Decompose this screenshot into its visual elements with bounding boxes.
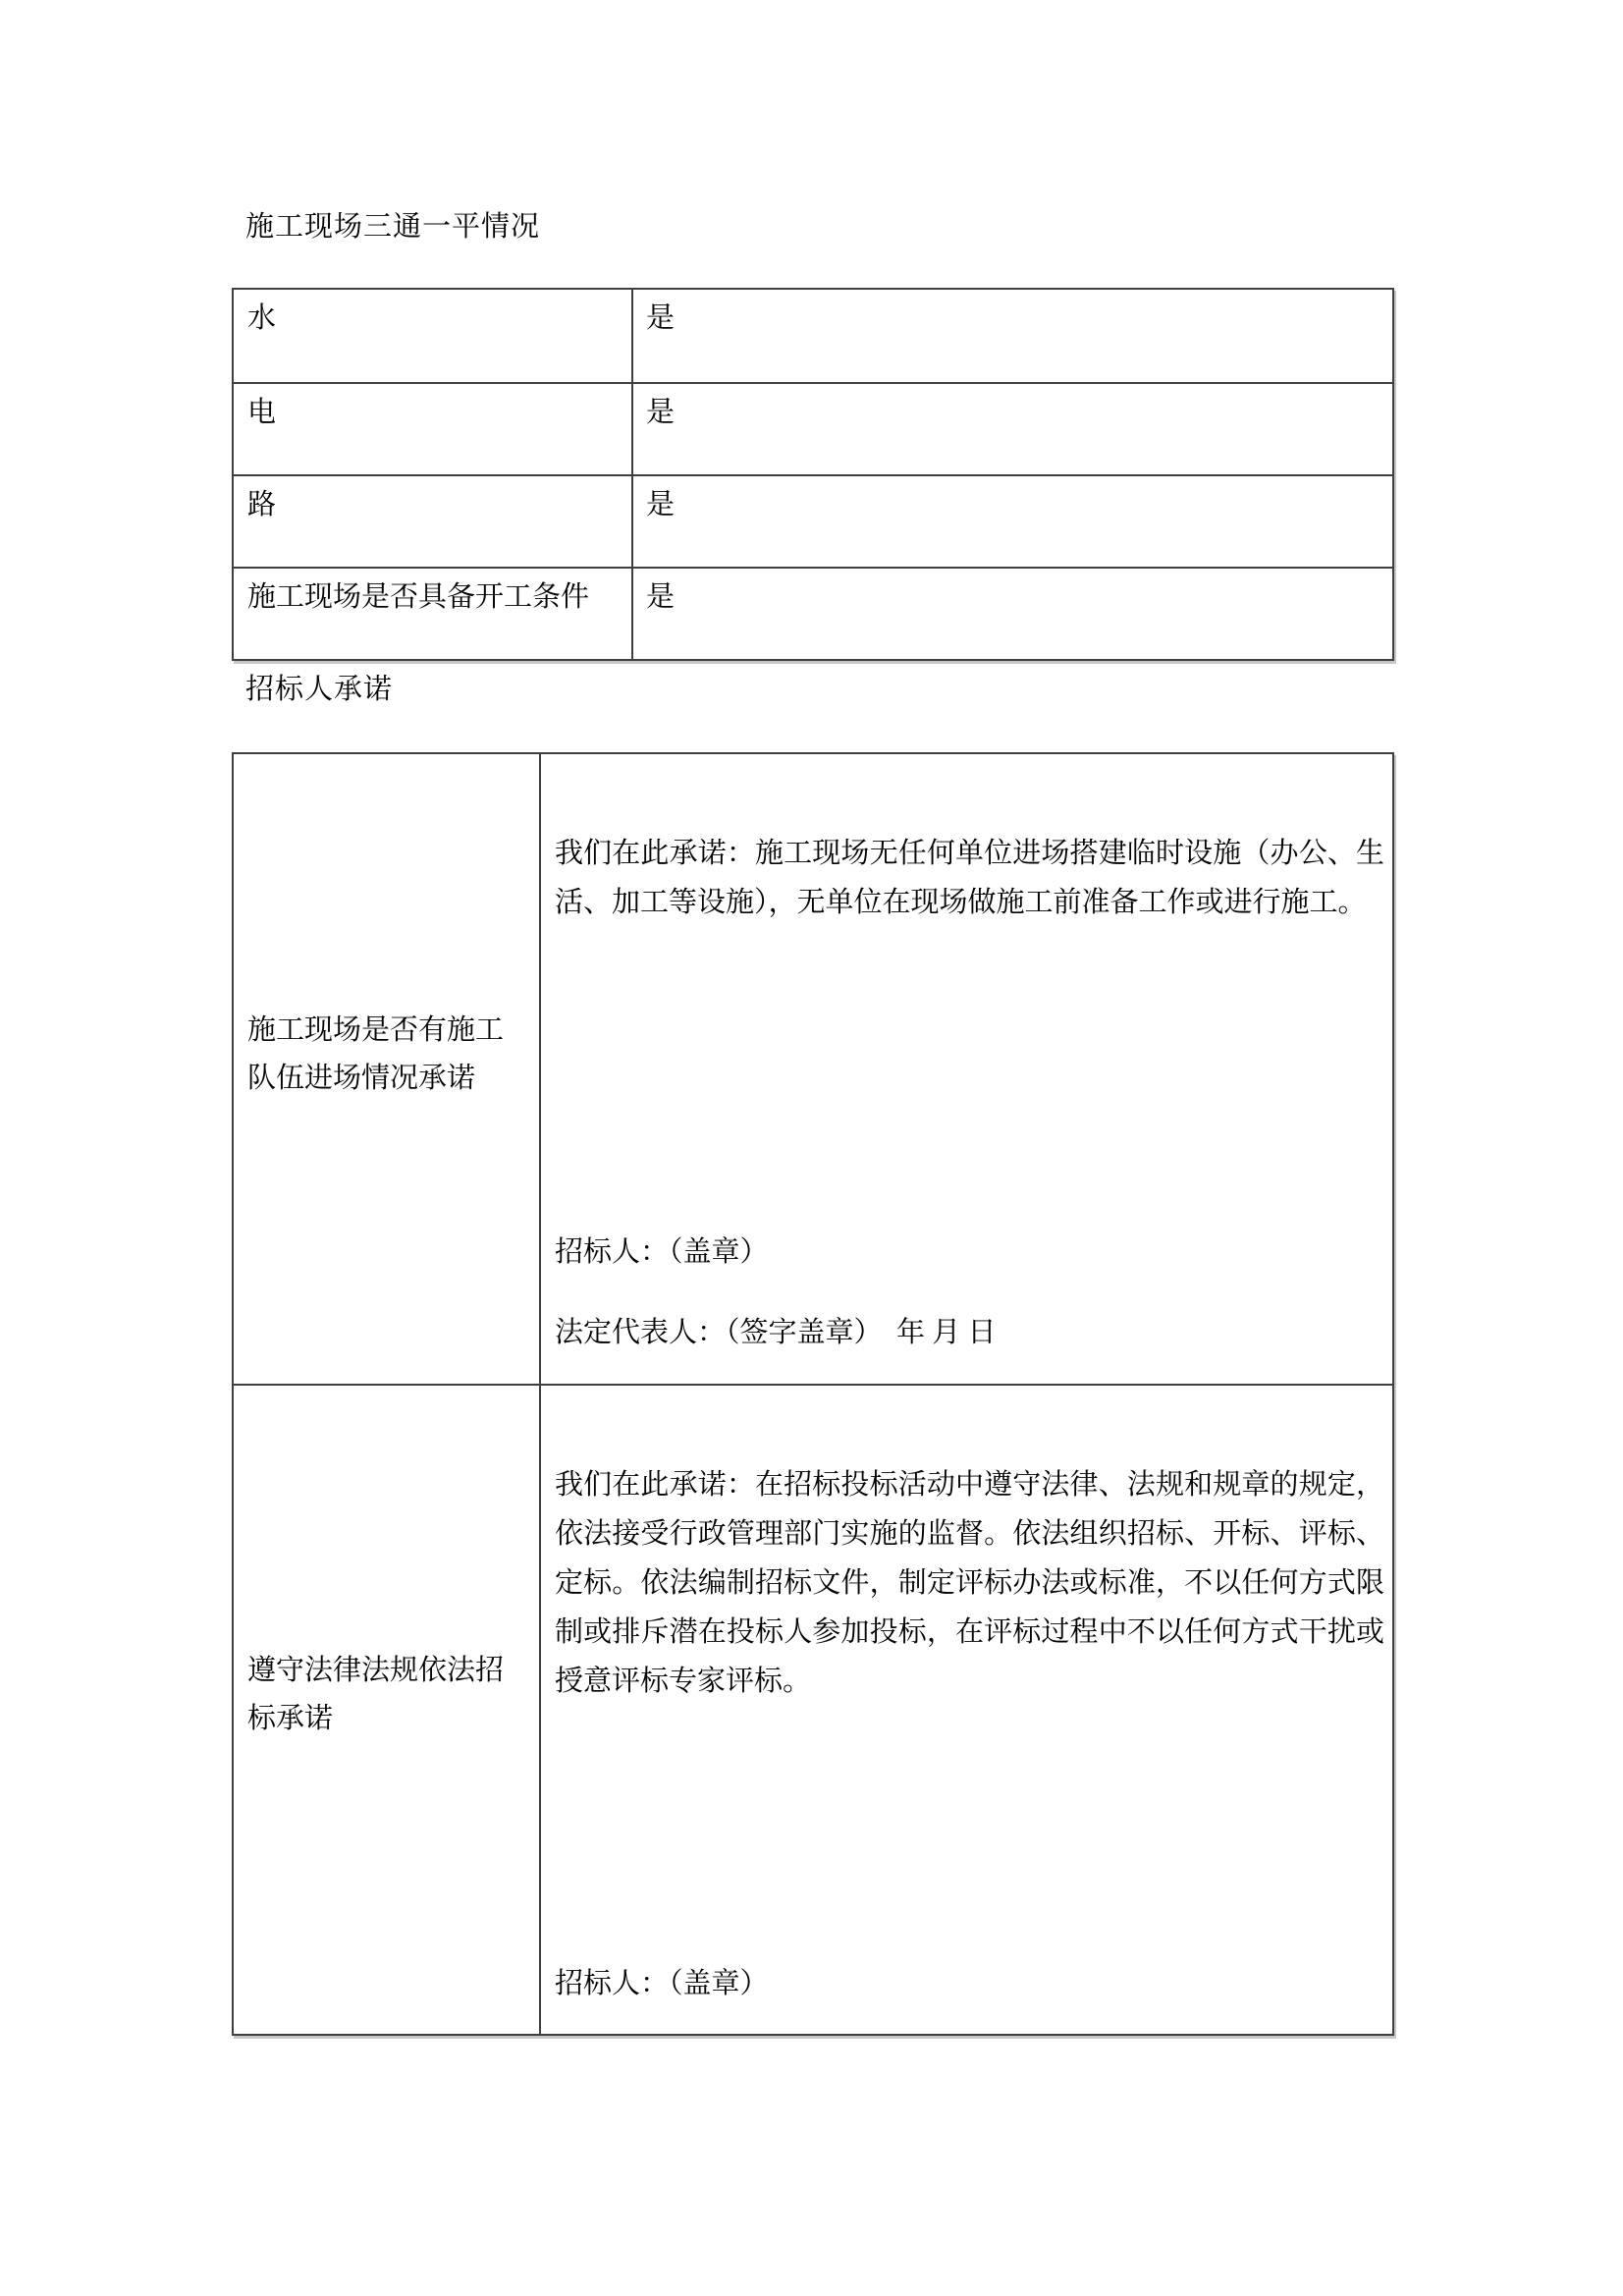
table-row [234,290,1392,382]
site-condition-label: 水 [234,290,633,382]
commitment-label: 遵守法律法规依法招标承诺 [234,1386,541,2034]
table-row [234,1384,1392,2034]
table-row [234,567,1392,659]
site-condition-label: 路 [234,476,633,567]
site-conditions-table [232,288,1394,661]
bidder-signature-line: 招标人：（盖章） [555,1236,769,1268]
commitment-table [232,752,1394,2036]
site-condition-value: 是 [646,397,676,428]
commitment-body-cell [541,1386,1392,2034]
table-row [234,474,1392,567]
commitment-statement: 我们在此承诺：施工现场无任何单位进场搭建临时设施（办公、生活、加工等设施），无单位在现场做施工前准备工作或进行施工。 [555,838,1384,918]
page-title: 施工现场三通一平情况 [245,211,541,243]
table-row [234,754,1392,1384]
commitment-statement: 我们在此承诺：在招标投标活动中遵守法律、法规和规章的规定，依法接受行政管理部门实施的监督。依法组织招标、开标、评标、定标。依法编制招标文件，制定评标办法或标准，不以任何方式限制或排斥潜在投标人参加投标，在评标过程中不以任何方式干扰或授意评标专家评标。 [555,1469,1384,1697]
representative-signature-line: 法定代表人：（签字盖章） 年 月 日 [555,1317,997,1348]
commitment-heading: 招标人承诺 [245,674,394,705]
table-row [234,382,1392,474]
site-condition-value: 是 [646,581,676,613]
commitment-body-cell [541,754,1392,1384]
bidder-signature-line: 招标人：（盖章） [555,1968,769,1999]
site-condition-label: 电 [234,384,633,474]
commitment-label: 施工现场是否有施工队伍进场情况承诺 [234,754,541,1384]
site-condition-value: 是 [646,489,676,520]
site-condition-label: 施工现场是否具备开工条件 [234,569,633,659]
site-condition-value: 是 [646,302,676,334]
